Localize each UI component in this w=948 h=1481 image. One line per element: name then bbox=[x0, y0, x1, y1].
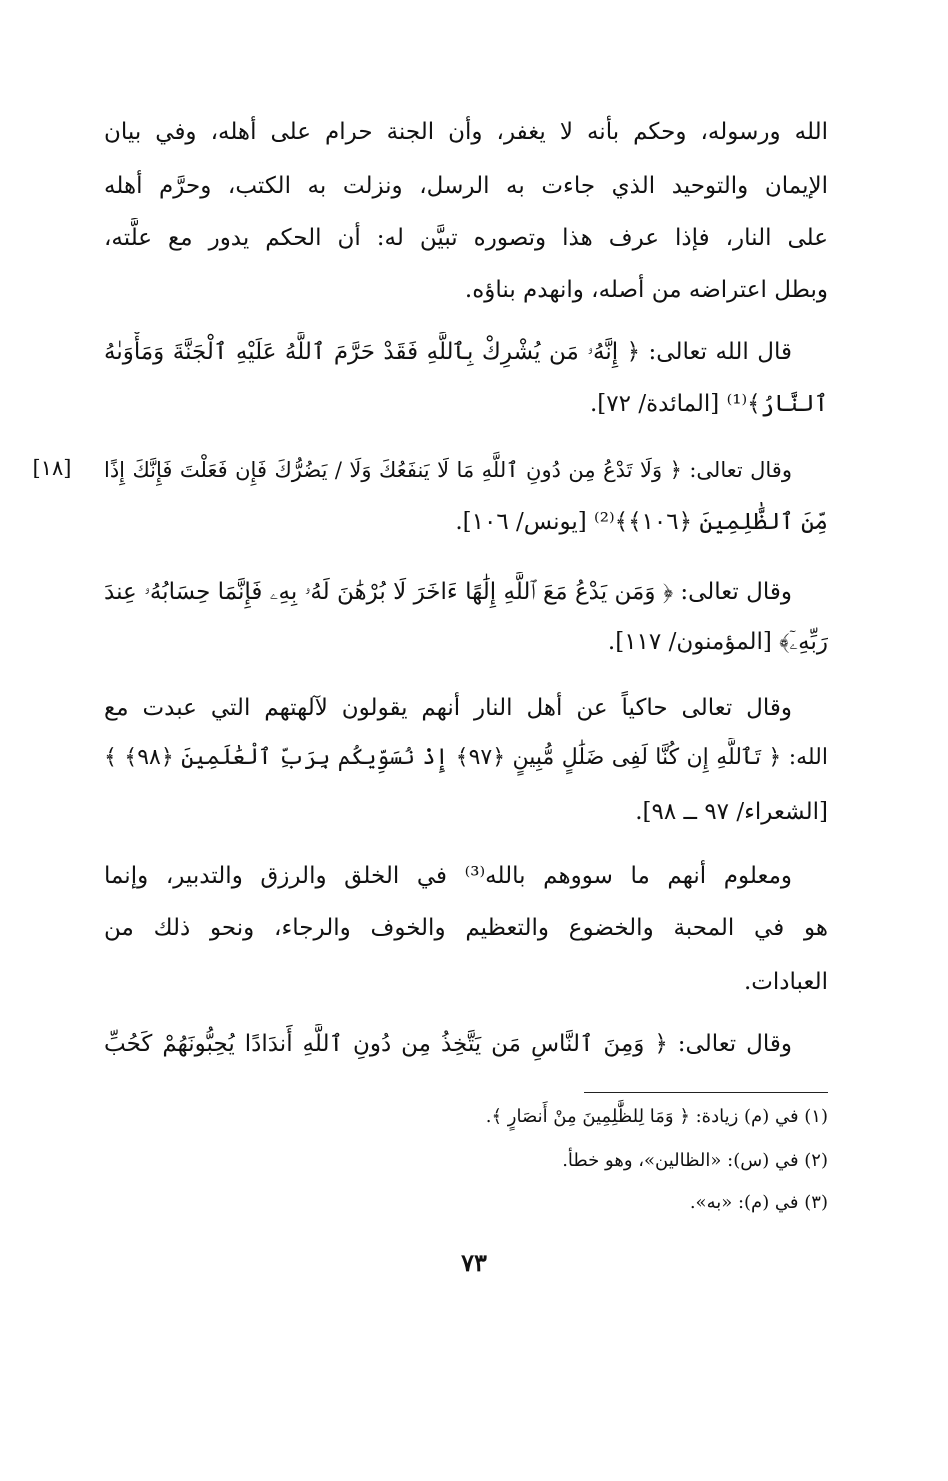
paragraph-3-line-2: مِّنَ ٱلظَّٰلِمِينَ ﴿١٠٦﴾﴾⁽²⁾ [يونس/ ١٠٦]. bbox=[455, 509, 828, 535]
paragraph-7-line-1: وقال تعالى: ﴿ وَمِنَ ٱلنَّاسِ مَن يَتَّخِذُ مِن دُونِ ٱللَّهِ أَندَادًا يُحِبُّونَهُمْ كَحُبِّ bbox=[104, 1031, 792, 1057]
paragraph-1-line-1: الله ورسوله، وحكم بأنه لا يغفر، وأن الجنة حرام على أهله، وفي بيان bbox=[104, 119, 828, 145]
footnote-2: (٢) في (س): «الظالين»، وهو خطأ. bbox=[562, 1150, 828, 1171]
paragraph-2-line-1: قال الله تعالى: ﴿ إِنَّهُۥ مَن يُشْرِكْ بِٱللَّهِ فَقَدْ حَرَّمَ ٱللَّهُ عَلَيْهِ ٱلْجَنَّةَ وَمَأْوَىٰهُ bbox=[104, 339, 792, 365]
manuscript-folio-marker: [١٨] bbox=[32, 456, 72, 480]
paragraph-6-line-2: هو في المحبة والخضوع والتعظيم والخوف والرجاء، ونحو ذلك من bbox=[104, 915, 828, 941]
footnote-3: (٣) في (م): «به». bbox=[689, 1192, 828, 1213]
paragraph-1-line-2: الإيمان والتوحيد الذي جاءت به الرسل، ونزلت به الكتب، وحرَّم أهله bbox=[104, 173, 828, 199]
paragraph-6-line-1: ومعلوم أنهم ما سووهم بالله⁽³⁾ في الخلق والرزق والتدبير، وإنما bbox=[104, 863, 792, 889]
paragraph-3-line-1: وقال تعالى: ﴿ وَلَا تَدْعُ مِن دُونِ ٱللَّهِ مَا لَا يَنفَعُكَ وَلَا / يَضُرُّكَ فَإِن فَعَلْتَ فَإِنَّكَ إِذًا bbox=[104, 458, 792, 482]
footnote-1: (١) في (م) زيادة: ﴿ وَمَا لِلظَّٰلِمِينَ مِنْ أَنصَارٍ ﴾. bbox=[485, 1106, 828, 1127]
paragraph-1-line-4: وبطل اعتراضه من أصله، وانهدم بناؤه. bbox=[464, 277, 828, 303]
paragraph-5-line-3: [الشعراء/ ٩٧ ــ ٩٨]. bbox=[635, 799, 828, 825]
paragraph-5-line-2: الله: ﴿ تَٱللَّهِ إِن كُنَّا لَفِى ضَلَٰلٍ مُّبِينٍ ﴿٩٧﴾ إِذْ نُسَوِّيكُم بِرَبِّ ٱلْعَٰلَمِينَ ﴿٩٨﴾ ﴾ bbox=[104, 745, 828, 770]
paragraph-4-line-2: رَبِّهِۦٓ﴾ [المؤمنون/ ١١٧]. bbox=[607, 629, 828, 655]
page-number: ٧٣ bbox=[461, 1248, 487, 1277]
paragraph-1-line-3: على النار، فإذا عرف هذا وتصوره تبيَّن له: أن الحكم يدور مع علَّته، bbox=[104, 225, 828, 251]
paragraph-6-line-3: العبادات. bbox=[743, 969, 828, 995]
paragraph-5-line-1: وقال تعالى حاكياً عن أهل النار أنهم يقولون لآلهتهم التي عبدت مع bbox=[104, 695, 792, 721]
footnote-divider bbox=[584, 1092, 828, 1093]
paragraph-2-line-2: ٱلنَّارُ﴾⁽¹⁾ [المائدة/ ٧٢]. bbox=[590, 391, 828, 417]
paragraph-4-line-1: وقال تعالى: ﴿ وَمَن يَدْعُ مَعَ ٱللَّهِ إِلَٰهًا ءَاخَرَ لَا بُرْهَٰنَ لَهُۥ بِهِۦ فَإِنَّمَا حِسَابُهُۥ عِندَ bbox=[104, 579, 792, 605]
